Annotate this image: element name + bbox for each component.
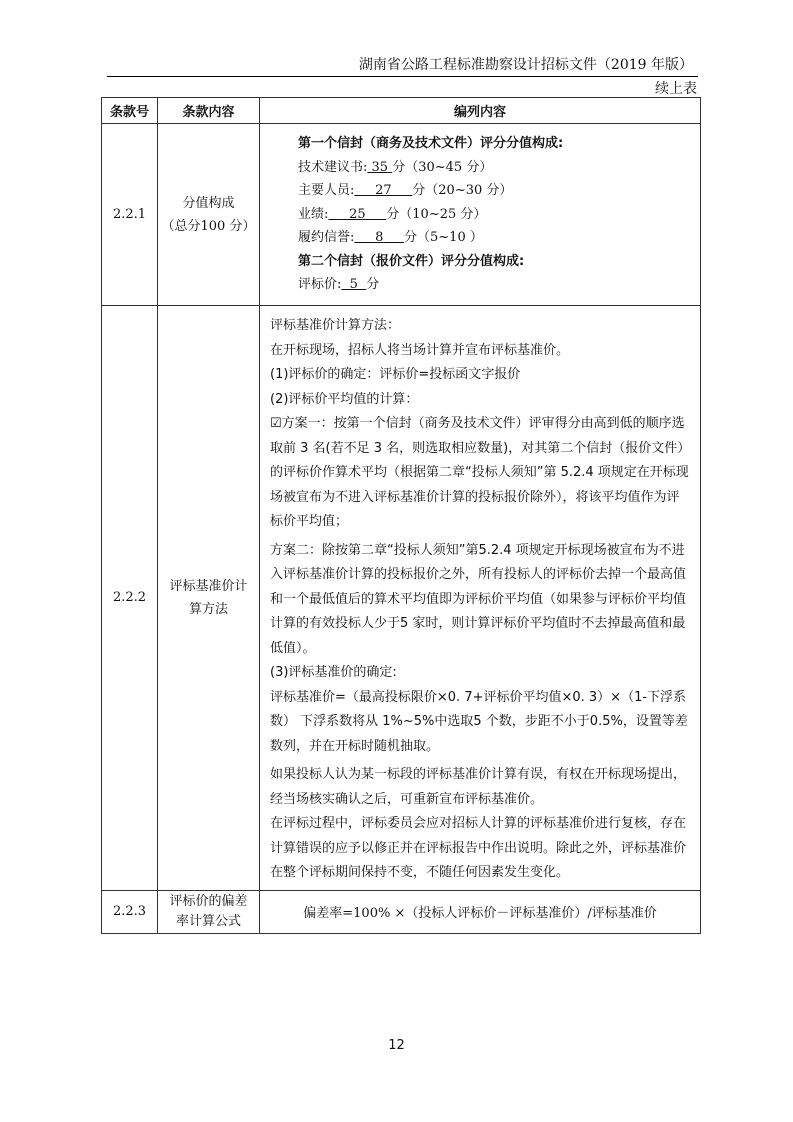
score-value: 35: [371, 159, 389, 175]
column-header: 条款号: [102, 98, 158, 124]
clause-content-line: 评标价的偏差: [169, 893, 248, 909]
clause-content-line: 分值构成: [182, 195, 235, 211]
document-header-title: 湖南省公路工程标准勘察设计招标文件（2019 年版）: [358, 57, 693, 73]
score-label: 业绩:: [298, 206, 329, 222]
score-value: 25: [349, 206, 366, 222]
section-heading: 第二个信封（报价文件）评分分值构成:: [298, 253, 525, 269]
score-label: 履约信誉:: [298, 230, 355, 246]
table-header-row: [102, 98, 701, 124]
deviation-formula: 偏差率=100% ×（投标人评标价－评标基准价）/评标基准价: [260, 890, 701, 933]
section-heading: 第一个信封（商务及技术文件）评分分值构成:: [298, 136, 564, 152]
score-label: 主要人员:: [298, 183, 355, 199]
column-header: 条款内容: [158, 98, 260, 124]
score-label: 评标价:: [298, 277, 342, 293]
table-row: [102, 124, 701, 306]
score-value: 5: [349, 277, 358, 293]
score-range: 分: [366, 277, 380, 293]
score-value: 8: [375, 230, 384, 246]
paragraph: 在评标过程中，评标委员会应对招标人计算的评标基准价进行复核，存在计算错误的应予以修正并在评标报告中作出说明。除此之外，评标基准价在整个评标期间保持不变，不随任何因素发生变化。: [270, 816, 687, 880]
clause-content-line: 算方法: [188, 601, 228, 617]
score-line: [298, 179, 692, 203]
score-line: [298, 203, 692, 227]
clause-content: [158, 890, 260, 933]
paragraph-formula: 评标基准价=（最高投标限价×0. 7+评标价平均值×0. 3）×（1-下浮系数） 下浮系数将从 1%~5%中选取5 个数，步距不小于0.5%，设置等差数列，并在开标时随机抽取。: [270, 689, 688, 754]
table-row: [102, 306, 701, 891]
paragraph: 评标基准价计算方法：: [270, 318, 401, 333]
continued-label: 续上表: [655, 81, 697, 97]
paragraph: (3)评标基准价的确定:: [270, 665, 397, 680]
score-line: [298, 156, 692, 180]
clause-content-line: （总分100 分）: [161, 218, 256, 234]
clause-content: [158, 306, 260, 891]
paragraph: 如果投标人认为某一标段的评标基准价计算有误，有权在开标现场提出，经当场核实确认之后，可重新宣布评标基准价。: [270, 767, 687, 807]
paragraph: (1)评标价的确定：评标价=投标函文字报价: [270, 367, 521, 382]
score-range: 分（30~45 分）: [392, 159, 493, 175]
score-value: 27: [375, 183, 392, 199]
clause-content-line: 评标基准价计: [169, 578, 248, 594]
paragraph-option-two: 方案二：除按第二章“投标人须知”第5.2.4 项规定开标现场被宣布为不进入评标基准价计算的投标报价之外，所有投标人的评标价去掉一个最高值和一个最低值后的算术平均值即为评标价平均值（如果参与评标价平均值计算的有效投标人少于5 家时，则计算评标价平均值时不去掉最高值和最低值）。: [270, 542, 687, 656]
clause-number: 2.2.3: [102, 890, 158, 933]
score-label: 技术建议书:: [298, 159, 368, 175]
clause-table: [101, 97, 701, 934]
score-range: 分（20~30 分）: [412, 183, 513, 199]
clause-detail: [260, 124, 701, 306]
paragraph-option-one: ☑方案一：按第一个信封（商务及技术文件）评审得分由高到低的顺序选取前 3 名(若不足 3 名，则选取相应数量)，对其第二个信封（报价文件）的评标价作算术平均（根据第二章“投标人须知”第 5.2.4 项规定在开标现场被宣布为不进入评标基准价计算的投标报价除外），将该平均值作为评标价平均值；: [270, 416, 691, 529]
score-line: [298, 273, 692, 297]
score-range: 分（5~10 ）: [404, 230, 483, 246]
score-line: [298, 226, 692, 250]
clause-number: 2.2.1: [102, 124, 158, 306]
clause-content-line: 率计算公式: [175, 913, 241, 929]
page-number: 12: [388, 1038, 405, 1053]
clause-detail: [260, 306, 701, 891]
header-rule: [107, 76, 698, 77]
paragraph: 在开标现场，招标人将当场计算并宣布评标基准价。: [270, 342, 570, 358]
paragraph: (2)评标价平均值的计算：: [270, 391, 419, 407]
column-header: 编列内容: [260, 98, 701, 124]
clause-content: [158, 124, 260, 306]
table-row: [102, 890, 701, 933]
clause-number: 2.2.2: [102, 306, 158, 891]
score-range: 分（10~25 分）: [386, 206, 487, 222]
